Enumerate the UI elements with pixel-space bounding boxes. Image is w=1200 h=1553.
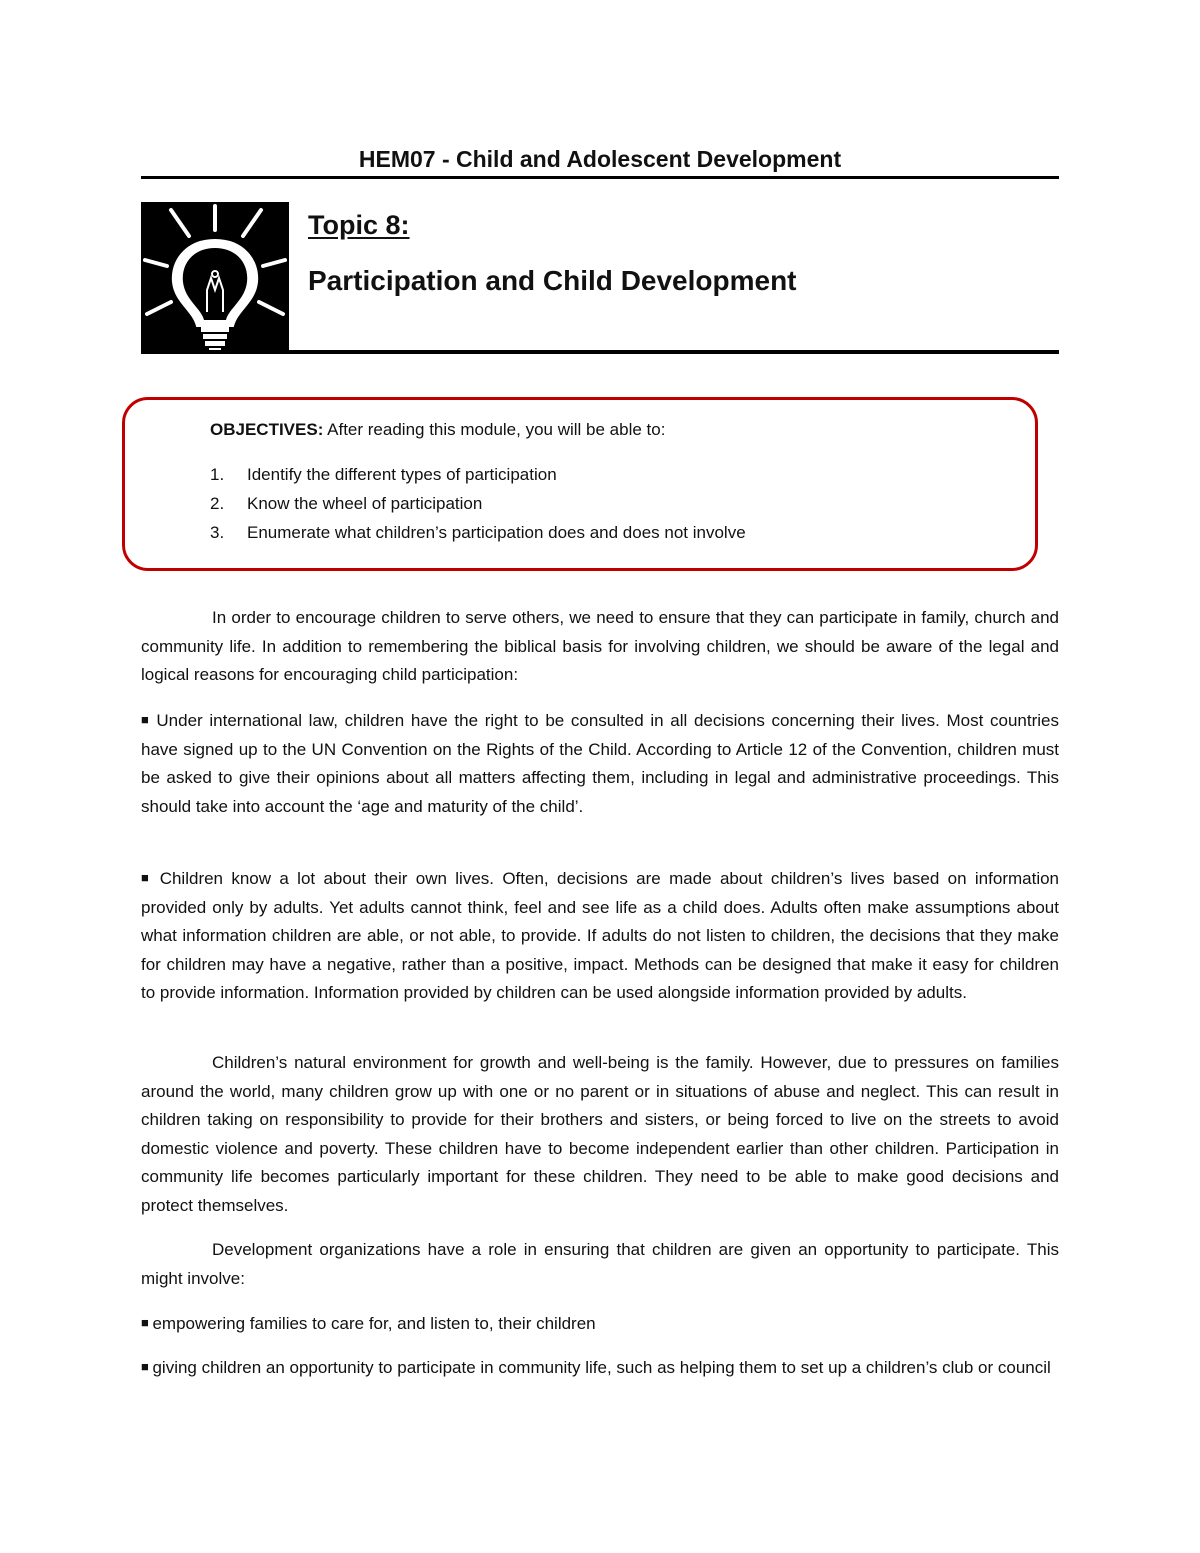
objective-item — [210, 460, 746, 489]
objective-item — [210, 489, 746, 518]
topic-label: Topic 8: — [308, 210, 410, 240]
objectives-list — [210, 460, 746, 547]
objective-number: 3. — [210, 523, 225, 542]
bullet-paragraph: ■ Children know a lot about their own lives. Often, decisions are made about children’s lives based on information provided only by adults. Yet adults cannot think, feel and see life as a child does. Adults often make assumptions about what information children are able, or not able, to provide. If adults do not listen to children, the decisions that they make for children may have a negative, rather than a positive, impact. Methods can be designed that make it easy for children to provide information. Information provided by children can be used alongside information provided by adults. — [141, 864, 1059, 1008]
course-title: HEM07 - Child and Adolescent Development — [358, 146, 842, 172]
objectives-heading — [210, 420, 665, 440]
objective-number: 2. — [210, 494, 225, 513]
objective-item — [210, 518, 746, 547]
bullet-paragraph: ■ empowering families to care for, and listen to, their children — [141, 1309, 1059, 1339]
light-bulb-icon — [141, 202, 289, 354]
objective-text: Enumerate what children’s participation does and does not involve — [247, 523, 746, 542]
family-paragraph: Children’s natural environment for growth and well-being is the family. However, due to pressures on families around the world, many children grow up with one or no parent or in situations of abuse and neglect. This can result in children taking on responsibility to provide for their brothers and sisters, or being forced to live on the streets to avoid domestic violence and poverty. These children have to become independent earlier than other children. Participation in community life becomes particularly important for these children. They need to be able to make good decisions and protect themselves. — [141, 1053, 1059, 1215]
objective-number: 1. — [210, 465, 225, 484]
objectives-label: OBJECTIVES: — [210, 420, 324, 439]
intro-paragraph: In order to encourage children to serve others, we need to ensure that they can participate in family, church and community life. In addition to remembering the biblical basis for involving children, we should be aware of the legal and logical reasons for encouraging child participation: — [141, 608, 1059, 685]
bullet-paragraph: ■ Under international law, children have the right to be consulted in all decisions concerning their lives. Most countries have signed up to the UN Convention on the Rights of the Child. According to Article 12 of the Convention, children must be asked to give their opinions about all matters affecting them, including in legal and administrative proceedings. This should take into account the ‘age and maturity of the child’. — [141, 706, 1059, 821]
objectives-intro: After reading this module, you will be able to: — [323, 420, 666, 439]
topic-title: Participation and Child Development — [308, 265, 797, 296]
objective-text: Identify the different types of participation — [247, 465, 557, 484]
organizations-paragraph: Development organizations have a role in ensuring that children are given an opportunity to participate. This might involve: — [141, 1240, 1059, 1288]
header-rule — [141, 176, 1059, 179]
topic-rule — [141, 350, 1059, 354]
bullet-paragraph: ■ giving children an opportunity to participate in community life, such as helping them to set up a children’s club or council — [141, 1353, 1059, 1383]
objective-text: Know the wheel of participation — [247, 494, 483, 513]
